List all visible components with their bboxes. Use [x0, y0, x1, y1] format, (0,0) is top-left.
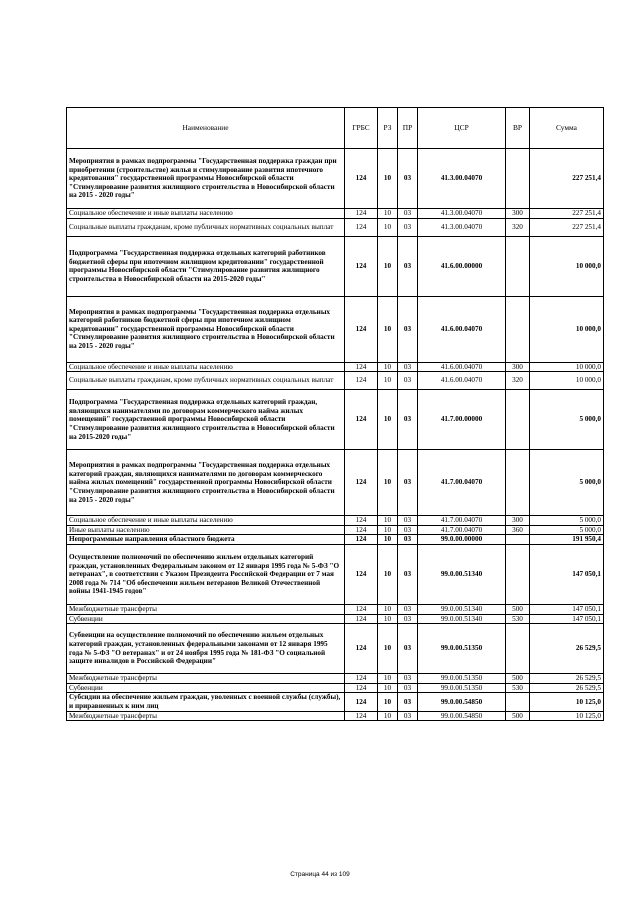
cell-pr: 03	[398, 525, 418, 535]
cell-vr: 300	[506, 362, 530, 372]
cell-pr: 03	[398, 209, 418, 219]
cell-grbs: 124	[345, 372, 378, 390]
cell-vr	[506, 296, 530, 362]
cell-vr	[506, 624, 530, 674]
cell-csr: 99.0.00.51350	[418, 683, 506, 693]
cell-vr	[506, 535, 530, 545]
cell-vr: 500	[506, 711, 530, 721]
cell-sum: 227 251,4	[530, 218, 604, 236]
cell-grbs: 124	[345, 218, 378, 236]
cell-name: Социальное обеспечение и иные выплаты населению	[67, 209, 345, 219]
cell-sum: 10 000,0	[530, 372, 604, 390]
cell-pr: 03	[398, 604, 418, 614]
header-vr: ВР	[506, 108, 530, 149]
table-row	[67, 209, 604, 219]
table-row	[67, 624, 604, 674]
cell-csr: 99.0.00.54850	[418, 711, 506, 721]
cell-name: Межбюджетные трансферты	[67, 604, 345, 614]
cell-sum: 5 000,0	[530, 516, 604, 526]
cell-name: Субсидии на обеспечение жильем граждан, уволенных с военной службы (службы), и приравненных к ним лиц	[67, 693, 345, 711]
cell-grbs: 124	[345, 149, 378, 209]
cell-rz: 10	[378, 149, 398, 209]
cell-pr: 03	[398, 674, 418, 684]
cell-csr: 41.7.00.04070	[418, 450, 506, 516]
cell-sum: 227 251,4	[530, 209, 604, 219]
cell-sum: 191 950,4	[530, 535, 604, 545]
cell-pr: 03	[398, 693, 418, 711]
cell-rz: 10	[378, 604, 398, 614]
cell-vr: 500	[506, 674, 530, 684]
table-body	[67, 149, 604, 721]
cell-rz: 10	[378, 218, 398, 236]
table-row	[67, 544, 604, 604]
cell-sum: 26 529,5	[530, 674, 604, 684]
cell-name: Подпрограмма "Государственная поддержка отдельных категорий работников бюджетной сферы при ипотечном жилищном кредитовании" государственной программы Новосибирской области "Стимулирование развития жилищного строительства в Новосибирской области на 2015-2020 годы"	[67, 236, 345, 296]
cell-name: Межбюджетные трансферты	[67, 674, 345, 684]
cell-pr: 03	[398, 149, 418, 209]
header-name: Наименование	[67, 108, 345, 149]
cell-pr: 03	[398, 535, 418, 545]
cell-grbs: 124	[345, 296, 378, 362]
cell-name: Субвенции	[67, 683, 345, 693]
budget-table	[66, 107, 604, 721]
cell-vr: 530	[506, 614, 530, 624]
table-row	[67, 604, 604, 614]
cell-rz: 10	[378, 450, 398, 516]
cell-rz: 10	[378, 544, 398, 604]
table-row	[67, 149, 604, 209]
cell-sum: 10 000,0	[530, 236, 604, 296]
cell-name: Социальное обеспечение и иные выплаты населению	[67, 362, 345, 372]
cell-pr: 03	[398, 296, 418, 362]
cell-vr: 530	[506, 683, 530, 693]
table-row	[67, 693, 604, 711]
cell-grbs: 124	[345, 711, 378, 721]
cell-csr: 99.0.00.51350	[418, 674, 506, 684]
cell-csr: 41.3.00.04070	[418, 209, 506, 219]
cell-pr: 03	[398, 218, 418, 236]
cell-rz: 10	[378, 516, 398, 526]
cell-rz: 10	[378, 209, 398, 219]
cell-name: Мероприятия в рамках подпрограммы "Государственная поддержка граждан при приобретении (строительстве) жилья и стимулирование развития ипотечного кредитования" государственной программы Новосибирской области "Стимулирование развития жилищного строительства в Новосибирской области на 2015 - 2020 годы"	[67, 149, 345, 209]
cell-rz: 10	[378, 296, 398, 362]
cell-grbs: 124	[345, 535, 378, 545]
cell-rz: 10	[378, 390, 398, 450]
table-row	[67, 362, 604, 372]
cell-name: Иные выплаты населению	[67, 525, 345, 535]
table-header-row	[67, 108, 604, 149]
cell-sum: 10 125,0	[530, 711, 604, 721]
cell-sum: 5 000,0	[530, 390, 604, 450]
cell-vr: 500	[506, 604, 530, 614]
cell-name: Мероприятия в рамках подпрограммы "Государственная поддержка отдельных категорий работников бюджетной сферы при ипотечном жилищном кредитовании" государственной программы Новосибирской области "Стимулирование развития жилищного строительства в Новосибирской области на 2015 - 2020 годы"	[67, 296, 345, 362]
cell-vr: 360	[506, 525, 530, 535]
table-row	[67, 390, 604, 450]
cell-name: Межбюджетные трансферты	[67, 711, 345, 721]
cell-sum: 10 000,0	[530, 296, 604, 362]
cell-csr: 41.3.00.04070	[418, 218, 506, 236]
cell-sum: 147 050,1	[530, 604, 604, 614]
table-row	[67, 516, 604, 526]
cell-sum: 147 050,1	[530, 614, 604, 624]
cell-csr: 41.7.00.00000	[418, 390, 506, 450]
table-row	[67, 525, 604, 535]
table-row	[67, 236, 604, 296]
cell-grbs: 124	[345, 516, 378, 526]
cell-grbs: 124	[345, 683, 378, 693]
cell-name: Социальные выплаты гражданам, кроме публичных нормативных социальных выплат	[67, 372, 345, 390]
header-pr: ПР	[398, 108, 418, 149]
cell-csr: 99.0.00.51340	[418, 604, 506, 614]
cell-pr: 03	[398, 711, 418, 721]
table-row	[67, 674, 604, 684]
cell-sum: 26 529,5	[530, 624, 604, 674]
cell-sum: 5 000,0	[530, 525, 604, 535]
cell-grbs: 124	[345, 674, 378, 684]
table-row	[67, 296, 604, 362]
cell-csr: 41.6.00.00000	[418, 236, 506, 296]
cell-vr	[506, 450, 530, 516]
table-row	[67, 711, 604, 721]
cell-csr: 99.0.00.51340	[418, 544, 506, 604]
table-row	[67, 683, 604, 693]
table-row	[67, 614, 604, 624]
cell-vr: 320	[506, 218, 530, 236]
table-row	[67, 450, 604, 516]
cell-csr: 99.0.00.51340	[418, 614, 506, 624]
cell-pr: 03	[398, 624, 418, 674]
cell-grbs: 124	[345, 209, 378, 219]
cell-csr: 41.3.00.04070	[418, 149, 506, 209]
cell-sum: 10 000,0	[530, 362, 604, 372]
cell-name: Мероприятия в рамках подпрограммы "Государственная поддержка отдельных категорий граждан, являющихся нанимателями по договорам коммерческого найма жилых помещений" государственной программы Новосибирской области "Стимулирование развития жилищного строительства в Новосибирской области на 2015 - 2020 годы"	[67, 450, 345, 516]
table-row	[67, 218, 604, 236]
cell-rz: 10	[378, 711, 398, 721]
cell-sum: 147 050,1	[530, 544, 604, 604]
cell-pr: 03	[398, 362, 418, 372]
table-row	[67, 535, 604, 545]
cell-grbs: 124	[345, 450, 378, 516]
cell-pr: 03	[398, 683, 418, 693]
cell-vr	[506, 149, 530, 209]
cell-rz: 10	[378, 372, 398, 390]
cell-csr: 41.7.00.04070	[418, 525, 506, 535]
cell-grbs: 124	[345, 390, 378, 450]
cell-vr: 300	[506, 516, 530, 526]
header-sum: Сумма	[530, 108, 604, 149]
cell-rz: 10	[378, 614, 398, 624]
table-row	[67, 372, 604, 390]
cell-sum: 26 529,5	[530, 683, 604, 693]
cell-csr: 99.0.00.00000	[418, 535, 506, 545]
cell-name: Непрограммные направления областного бюджета	[67, 535, 345, 545]
cell-rz: 10	[378, 525, 398, 535]
header-grbs: ГРБС	[345, 108, 378, 149]
cell-name: Социальные выплаты гражданам, кроме публичных нормативных социальных выплат	[67, 218, 345, 236]
cell-csr: 99.0.00.54850	[418, 693, 506, 711]
cell-pr: 03	[398, 544, 418, 604]
cell-grbs: 124	[345, 693, 378, 711]
cell-rz: 10	[378, 624, 398, 674]
cell-grbs: 124	[345, 604, 378, 614]
cell-name: Субвенции	[67, 614, 345, 624]
cell-csr: 41.6.00.04070	[418, 372, 506, 390]
cell-vr	[506, 693, 530, 711]
cell-sum: 227 251,4	[530, 149, 604, 209]
cell-pr: 03	[398, 450, 418, 516]
cell-pr: 03	[398, 614, 418, 624]
cell-name: Социальное обеспечение и иные выплаты населению	[67, 516, 345, 526]
cell-rz: 10	[378, 535, 398, 545]
cell-rz: 10	[378, 362, 398, 372]
cell-vr	[506, 544, 530, 604]
cell-csr: 99.0.00.51350	[418, 624, 506, 674]
cell-csr: 41.6.00.04070	[418, 296, 506, 362]
cell-pr: 03	[398, 390, 418, 450]
cell-rz: 10	[378, 683, 398, 693]
cell-grbs: 124	[345, 362, 378, 372]
cell-pr: 03	[398, 372, 418, 390]
cell-vr: 320	[506, 372, 530, 390]
cell-sum: 10 125,0	[530, 693, 604, 711]
cell-sum: 5 000,0	[530, 450, 604, 516]
cell-rz: 10	[378, 674, 398, 684]
cell-grbs: 124	[345, 544, 378, 604]
cell-name: Субвенции на осуществление полномочий по обеспечению жильем отдельных категорий граждан, установленных федеральными законами от 12 января 1995 года № 5-ФЗ "О ветеранах" и от 24 ноября 1995 года № 181-ФЗ "О социальной защите инвалидов в Российской Федерации"	[67, 624, 345, 674]
cell-vr: 300	[506, 209, 530, 219]
cell-csr: 41.7.00.04070	[418, 516, 506, 526]
cell-grbs: 124	[345, 614, 378, 624]
cell-name: Подпрограмма "Государственная поддержка отдельных категорий граждан, являющихся нанимателями по договорам коммерческого найма жилых помещений" государственной программы Новосибирской области "Стимулирование развития жилищного строительства в Новосибирской области на 2015-2020 годы"	[67, 390, 345, 450]
cell-rz: 10	[378, 693, 398, 711]
cell-grbs: 124	[345, 236, 378, 296]
cell-pr: 03	[398, 516, 418, 526]
cell-vr	[506, 390, 530, 450]
cell-csr: 41.6.00.04070	[418, 362, 506, 372]
cell-rz: 10	[378, 236, 398, 296]
header-csr: ЦСР	[418, 108, 506, 149]
header-rz: РЗ	[378, 108, 398, 149]
cell-grbs: 124	[345, 624, 378, 674]
cell-pr: 03	[398, 236, 418, 296]
cell-name: Осуществление полномочий по обеспечению жильем отдельных категорий граждан, установленных Федеральным законом от 12 января 1995 года № 5-ФЗ "О ветеранах", в соответствии с Указом Президента Российской Федерации от 7 мая 2008 года № 714 "Об обеспечении жильем ветеранов Великой Отечественной войны 1941-1945 годов"	[67, 544, 345, 604]
page-number: Страница 44 из 109	[290, 871, 350, 878]
cell-grbs: 124	[345, 525, 378, 535]
cell-vr	[506, 236, 530, 296]
